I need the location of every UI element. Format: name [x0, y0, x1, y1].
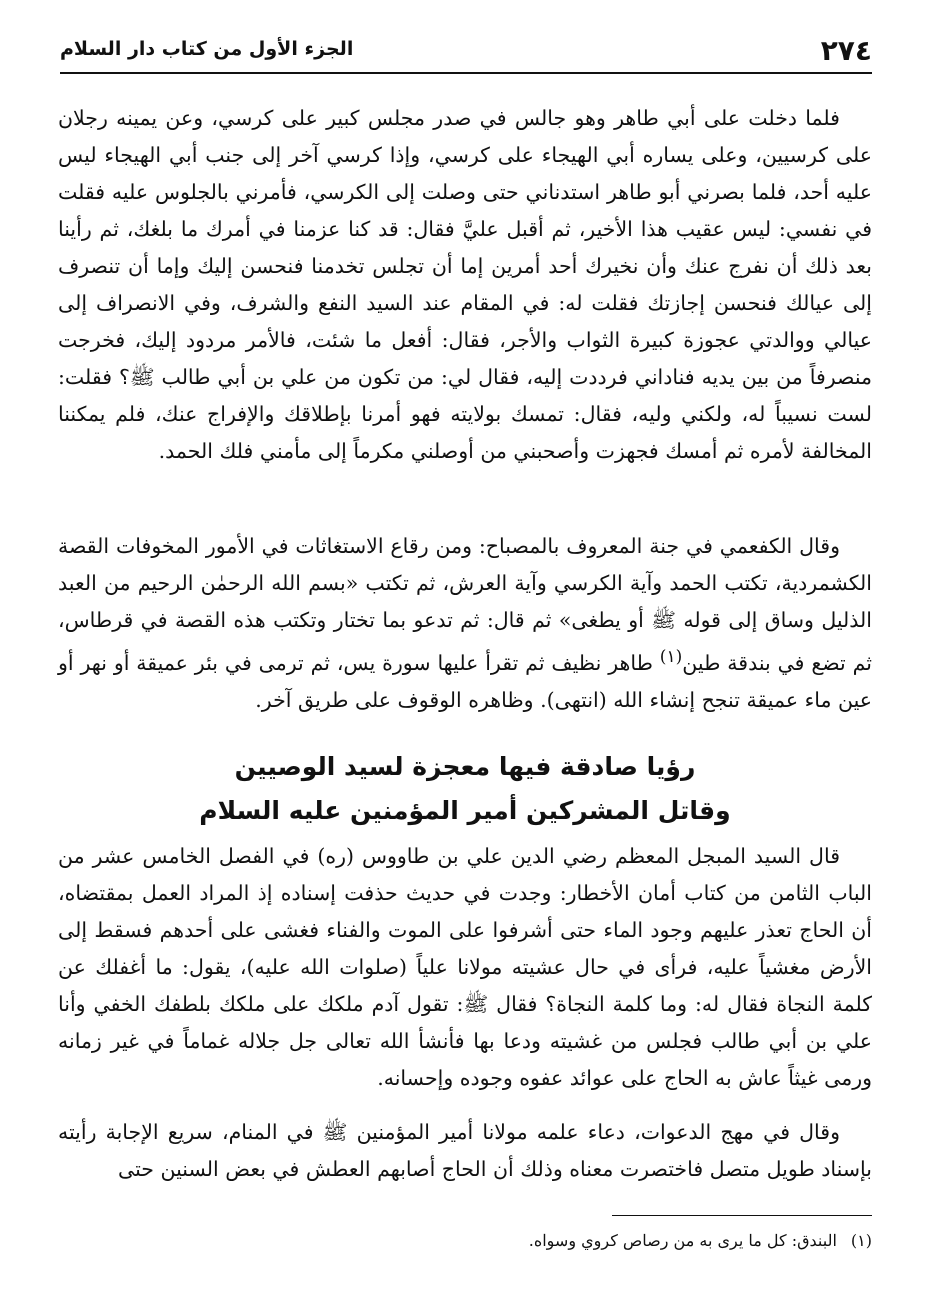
paragraph-2-text-after: طاهر نظيف ثم تقرأ عليها سورة يس، ثم ترمى في بئر عميقة أو نهر أو عين ماء عميقة تنجح إنشاء الله (انتهى). وظاهره الوقوف على طريق آخر. — [58, 650, 872, 712]
paragraph-4 — [58, 1114, 872, 1188]
paragraph-2 — [58, 528, 872, 719]
section-heading-line-2: وقاتل المشركين أمير المؤمنين عليه السلام — [199, 796, 731, 825]
section-heading — [58, 745, 872, 833]
paragraph-2-text-before: وقال الكفعمي في جنة المعروف بالمصباح: ومن رقاع الاستغاثات في الأمور المخوفات القصة الكشمردية، تكتب الحمد وآية الكرسي وآية العرش، ثم تكتب «بسم الله الرحمٰن الرحيم من العبد الذليل وساق إلى قوله ﷺ أو يطغى» ثم قال: ثم تدعو بما تختار وتكتب هذه القصة في قرطاس، ثم تضع في بندقة طين — [58, 534, 872, 675]
paragraph-3-text: قال السيد المبجل المعظم رضي الدين علي بن طاووس (ره) في الفصل الخامس عشر من الباب الثامن من كتاب أمان الأخطار: وجدت في حديث حذفت إسناده إذ المراد العمل بمقتضاه، أن الحاج تعذر عليهم وجود الماء حتى أشرفوا على الموت والفناء فغشى على أحدهم فسقط إلى الأرض مغشياً عليه، فرأى في حال عشيته مولانا علياً (صلوات الله عليه)، يقول: ما أغفلك عن كلمة النجاة فقال له: وما كلمة النجاة؟ فقال ﷺ: تقول آدم ملكك على ملكك بلطفك الخفي وأنا علي بن أبي طالب فجلس من غشيته ودعا بها فأنشأ الله تعالى جل جلاله غماماً في غير زمانه ورمى غيثاً عاش به الحاج على عوائد عفوه وجوده وإحسانه. — [58, 844, 872, 1090]
page-header — [60, 30, 872, 74]
paragraph-1-text: فلما دخلت على أبي طاهر وهو جالس في صدر مجلس كبير على كرسي، وعن يمينه رجلان على كرسيين، وعلى يساره أبي الهيجاء على كرسي، وإذا كرسي آخر إلى جنب أبي الهيجاء ليس عليه أحد، فلما بصرني أبو طاهر استدناني حتى وصلت إلى الكرسي، فأمرني بالجلوس عليه فقلت في نفسي: ليس عقيب هذا الأخير، ثم أقبل عليَّ فقال: قد كنا عزمنا في أمرك ما بلغك، ثم رأينا بعد ذلك أن نفرج عنك وأن نخيرك أحد أمرين إما أن تجلس تخدمنا فنحسن إليك وإما أن تنصرف إلى عيالك فنحسن إجازتك فقلت له: في المقام عند السيد النفع والشرف، وفي الانصراف إلى عيالي ووالدتي عجوزة كبيرة الثواب والأجر، فقال: أفعل ما شئت، فالأمر مردود إليك، فخرجت منصرفاً من بين يديه فناداني فرددت إليه، فقال لي: من تكون من علي بن أبي طالب ﷺ؟ فقلت: لست نسيباً له، ولكني وليه، فقال: تمسك بولايته فهو أمرنا بإطلاقك والإفراج عنك، فلم يمكننا المخالفة لأمره ثم أمسك فجهزت وأصحبني من أوصلني مكرماً إلى مأمني فلك الحمد. — [58, 106, 872, 463]
footnote — [58, 1228, 872, 1254]
footnote-divider — [612, 1215, 872, 1216]
footnote-marker: (١) — [850, 1231, 872, 1250]
paragraph-1 — [58, 100, 872, 470]
paragraph-3 — [58, 838, 872, 1097]
footnote-reference[interactable]: (١) — [659, 647, 683, 667]
paragraph-2-text — [58, 528, 872, 719]
page-number: ٢٧٤ — [820, 34, 872, 67]
header-divider — [60, 72, 872, 74]
paragraph-4-text: وقال في مهج الدعوات، دعاء علمه مولانا أمير المؤمنين ﷺ في المنام، سريع الإجابة رأيته بإسناد طويل متصل فاختصرت معناه وذلك أن الحاج أصابهم العطش في بعض السنين حتى — [58, 1120, 872, 1181]
footnote-text: البندق: كل ما يرى به من رصاص كروي وسواه. — [528, 1231, 837, 1250]
section-heading-line-1: رؤيا صادقة فيها معجزة لسيد الوصيين — [234, 752, 696, 781]
running-title: الجزء الأول من كتاب دار السلام — [60, 38, 354, 60]
